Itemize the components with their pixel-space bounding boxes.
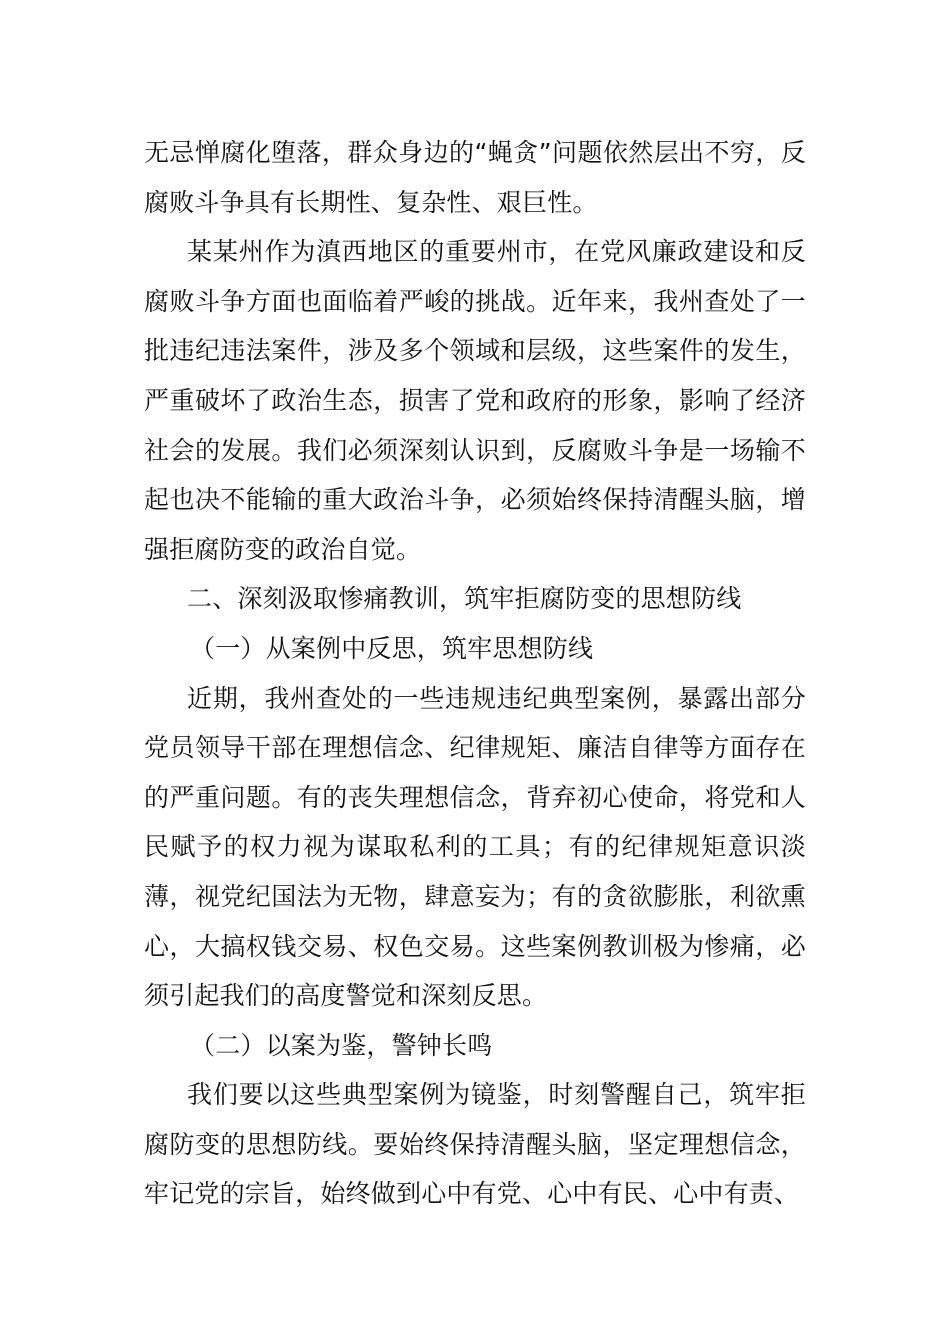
section-heading: 二、深刻汲取惨痛教训，筑牢拒腐防变的思想防线 [187, 584, 742, 614]
paragraph-body: 近期，我州查处的一些违规违纪典型案例，暴露出部分党员领导干部在理想信念、纪律规矩、廉洁自律等方面存在的严重问题。有的丧失理想信念，背弃初心使命，将党和人民赋予的权力视为谋取私利的工具；有的纪律规矩意识淡薄，视党纪国法为无物，肆意妄为；有的贪欲膨胀，利欲熏心，大搞权钱交易、权色交易。这些案例教训极为惨痛，必须引起我们的高度警觉和深刻反思。 [144, 683, 806, 1011]
subsection-heading: （二）以案为鉴，警钟长鸣 [190, 1030, 493, 1060]
paragraph-continuation: 无忌惮腐化堕落，群众身边的“蝇贪”问题依然层出不穷，反腐败斗争具有长期性、复杂性、艰巨性。 [144, 138, 806, 217]
paragraph-body: 我们要以这些典型案例为镜鉴，时刻警醒自己，筑牢拒腐防变的思想防线。要始终保持清醒头脑，坚定理想信念，牢记党的宗旨，始终做到心中有党、心中有民、心中有责、 [144, 1080, 806, 1209]
paragraph-body: 某某州作为滇西地区的重要州市，在党风廉政建设和反腐败斗争方面也面临着严峻的挑战。近年来，我州查处了一批违纪违法案件，涉及多个领域和层级，这些案件的发生，严重破坏了政治生态，损害了党和政府的形象，影响了经济社会的发展。我们必须深刻认识到，反腐败斗争是一场输不起也决不能输的重大政治斗争，必须始终保持清醒头脑，增强拒腐防变的政治自觉。 [144, 237, 806, 564]
subsection-heading: （一）从案例中反思，筑牢思想防线 [190, 633, 594, 663]
document-body [144, 128, 806, 1219]
